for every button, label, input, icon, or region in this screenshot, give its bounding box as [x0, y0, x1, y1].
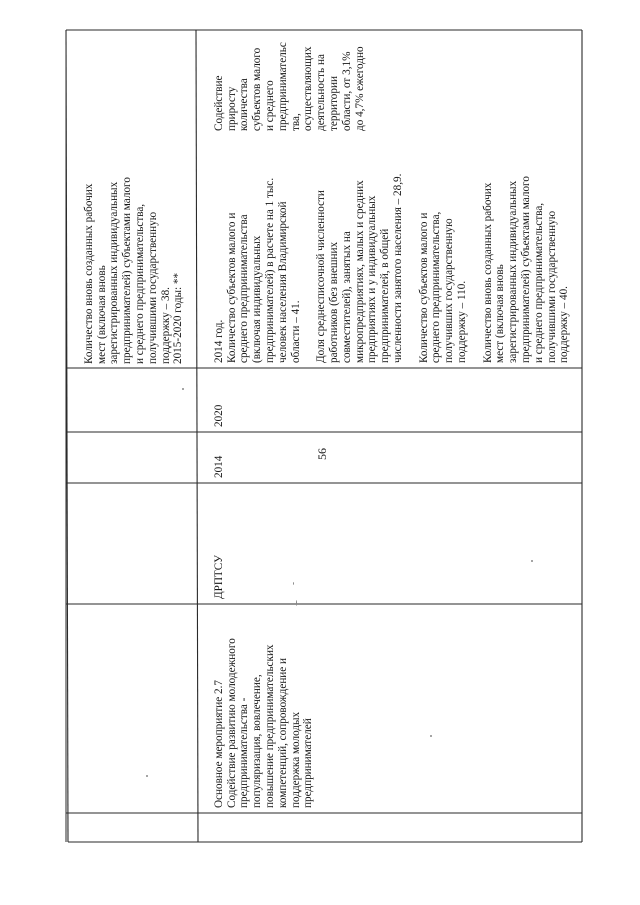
scan-speck	[531, 560, 533, 562]
effect-cell-content	[198, 30, 388, 135]
executor-text: ДРПТСУ	[212, 554, 225, 599]
indicator-paragraph: Доля среднесписочной численности работников (без внешних совместителей), занятых на микропредприятиях, малых и средних предприятиях и у индивидуальных предпринимателей, в общей численности занятого населения – 28,9.	[315, 173, 404, 363]
continued-indicator-cell	[68, 30, 196, 368]
activity-text: Основное мероприятие 2.7 Содействие развитию молодежного предпринимательства - популяризация, вовлечение, повышение предпринимательских компетенций, сопровождение и поддержка молодых предпринимателей	[212, 638, 315, 808]
executor-cell	[198, 483, 238, 603]
scan-speck	[293, 582, 294, 585]
indicator-paragraph: Количество субъектов малого и среднего предпринимательства, получивших государственную поддержку – 110.	[417, 211, 468, 363]
start-year-cell	[198, 432, 226, 482]
continued-indicator-text: Количество вновь созданных рабочих мест (включая вновь зарегистрированных индивидуальных предпринимателей) субъектами малого и среднего предпринимательства, получившими государственную поддержку – 38. 2015-2020 годы: **	[82, 177, 185, 364]
scan-speck	[430, 735, 432, 737]
end-year-text: 2020	[212, 404, 225, 427]
effect-text: Содействие приросту количества субъектов малого и среднего предпринимательс тва, осуществляющих деятельность на территории области, от 3,1% до 4,7% ежегодно	[212, 42, 366, 131]
page-number: 56	[315, 448, 329, 460]
activity-cell	[198, 604, 328, 812]
effect-cell	[198, 359, 202, 367]
scan-speck	[182, 388, 184, 390]
indicator-paragraph: Количество вновь созданных рабочих мест (включая вновь зарегистрированных индивидуальных предпринимателей) субъектами малого и среднего предпринимательства, получившими государственную поддержку – 40.	[481, 176, 571, 363]
scan-speck	[146, 775, 148, 777]
end-year-cell	[198, 369, 226, 431]
start-year-text: 2014	[212, 455, 225, 478]
scan-speck	[296, 600, 297, 606]
indicator-paragraph: 2014 год. Количество субъектов малого и среднего предпринимательства (включая индивидуальных предпринимателей) в расчете на 1 тыс. человек населения Владимирской области – 41.	[212, 177, 302, 363]
